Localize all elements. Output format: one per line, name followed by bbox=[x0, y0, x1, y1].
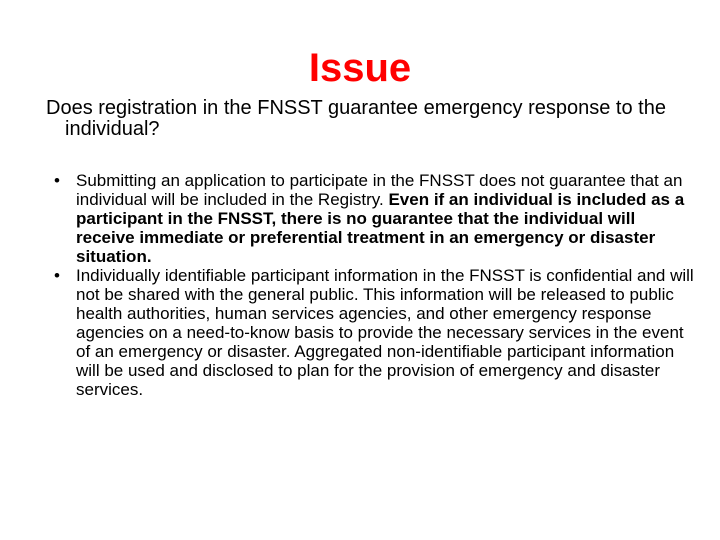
bullet-2-text: Individually identifiable participant information in the FNSST is confidential and will not be shared with the general public. This information will be released to public health authorities, human services agencies, and other emergency response agencies on a need-to-know basis to provide the necessary services in the event of an emergency or disaster. Aggregated non-identifiable participant information will be used and disclosed to plan for the provision of emergency and disaster services. bbox=[76, 266, 694, 399]
bullet-list bbox=[54, 171, 694, 399]
bullet-1-bold-text: Even if an individual is included as a participant in the FNSST, there is no guarantee that the individual will receive immediate or preferential treatment in an emergency or disaster situation. bbox=[76, 190, 685, 266]
question-heading: Does registration in the FNSST guarantee emergency response to the individual? bbox=[46, 97, 666, 140]
bullet-icon: • bbox=[54, 266, 60, 285]
bullet-item-2 bbox=[54, 266, 694, 399]
bullet-icon: • bbox=[54, 171, 60, 190]
bullet-1-text: Submitting an application to participate in the FNSST does not guarantee that an individual will be included in the Registry. bbox=[76, 171, 683, 209]
bullet-item-1 bbox=[54, 171, 694, 266]
slide-title: Issue bbox=[308, 46, 412, 90]
